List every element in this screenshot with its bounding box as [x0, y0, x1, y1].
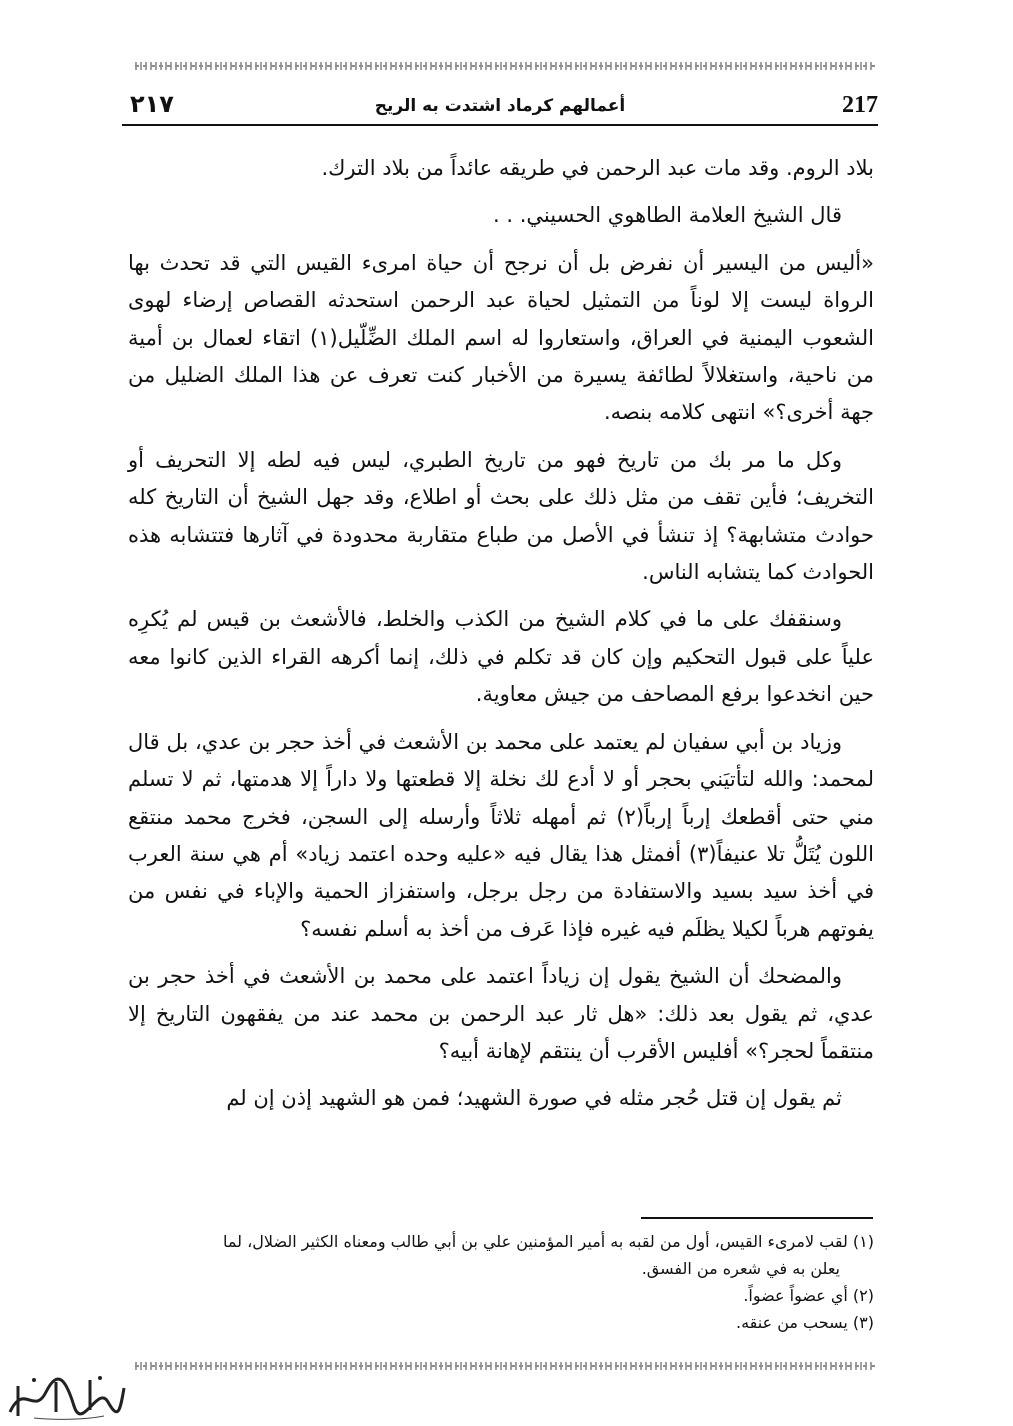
paragraph-7: والمضحك أن الشيخ يقول إن زياداً اعتمد على محمد بن الأشعث في أخذ حجر بن عدي، ثم يقول بعد ذلك: «هل ثار عبد الرحمن بن محمد عند من يفقهون التاريخ إلا منتقماً لحجر؟» أفليس الأقرب أن ينتقم لإهانة أبيه؟: [128, 964, 874, 1063]
paragraph-8: ثم يقول إن قتل حُجر مثله في صورة الشهيد؛ فمن هو الشهيد إذن إن لم: [226, 1086, 842, 1111]
paragraph-3: «أليس من اليسير أن نفرض بل أن نرجح أن حياة امرىء القيس التي قد تحدث بها الرواة ليست إلا لوناً من التمثيل لحياة عبد الرحمن استحدثه القصاص إرضاء لهوى الشعوب اليمنية في العراق، واستعاروا له اسم الملك الضِّلّيل(١) اتقاء لعمال بن أمية من ناحية، واستغلالاً لطائفة يسيرة من الأخبار كنت تعرف عن هذا الملك الضليل من جهة أخرى؟» انتهى كلامه بنصه.: [128, 250, 874, 425]
footnote-2: (٢) أي عضواً عضواً.: [743, 1286, 874, 1305]
paragraph-2: قال الشيخ العلامة الطاهوي الحسيني. . .: [493, 203, 842, 228]
paragraph-1: بلاد الروم. وقد مات عبد الرحمن في طريقه عائداً من بلاد الترك.: [321, 156, 874, 180]
footnote-1: (١) لقب لامرىء القيس، أول من لقبه به أمير المؤمنين علي بن أبي طالب ومعناه الكثير الضلال، لما: [223, 1232, 874, 1251]
running-title: أعمالهم كرماد اشتدت به الريح: [374, 96, 626, 116]
footnote-3: (٣) يسحب من عنقه.: [736, 1313, 874, 1332]
paragraph-4: وكل ما مر بك من تاريخ فهو من تاريخ الطبري، ليس فيه لطه إلا التحريف أو التخريف؛ فأين تقف من مثل ذلك على بحث أو اطلاع، وقد جهل الشيخ أن التاريخ كله حوادث متشابهة؟ إذ تنشأ في الأصل من طباع متقاربة محدودة في آثارها فتتشابه هذه الحوادث كما يتشابه الناس.: [128, 447, 874, 585]
page-number-arabic: ٢١٧: [130, 90, 174, 118]
footnotes: [128, 1228, 874, 1336]
paragraph-6: وزياد بن أبي سفيان لم يعتمد على محمد بن الأشعث في أخذ حجر بن عدي، بل قال لمحمد: والله لتأتيَني بحجر أو لا أدع لك نخلة إلا قطعتها ولا داراً إلا هدمتها، ثم لا تسلم مني حتى أقطعك إرباً إرباً(٢) ثم أمهله ثلاثاً وأرسله إلى السجن، فخرج محمد منتقع اللون يُتَلُّ تلا عنيفاً(٣) أفمثل هذا يقال فيه «عليه وحده اعتمد زياد» أم هي سنة العرب في أخذ سيد بسيد والاستفادة من رجل برجل، واستفزاز الحمية والإباء في نفس من يفوتهم هرباً لكيلا يظلَم فيه غيره فإذا عَرف من أخذ به أسلم نفسه؟: [128, 729, 874, 941]
footnote-separator: [641, 1217, 873, 1219]
top-ornamental-border: [135, 62, 875, 70]
main-text: [128, 150, 874, 1128]
page-number-latin: 217: [842, 92, 878, 118]
bottom-ornamental-border: [135, 1362, 875, 1370]
footnote-1-continued: يعلن به في شعره من الفسق.: [641, 1259, 840, 1278]
page-header: [122, 90, 878, 126]
calligraphy-watermark-logo: [4, 1372, 128, 1422]
paragraph-5: وسنقفك على ما في كلام الشيخ من الكذب والخلط، فالأشعث بن قيس لم يُكرِه علياً على قبول التحكيم وإن كان قد تكلم في ذلك، إنما أكرهه القراء الذين كانوا معه حين انخدعوا برفع المصاحف من جيش معاوية.: [128, 607, 874, 707]
